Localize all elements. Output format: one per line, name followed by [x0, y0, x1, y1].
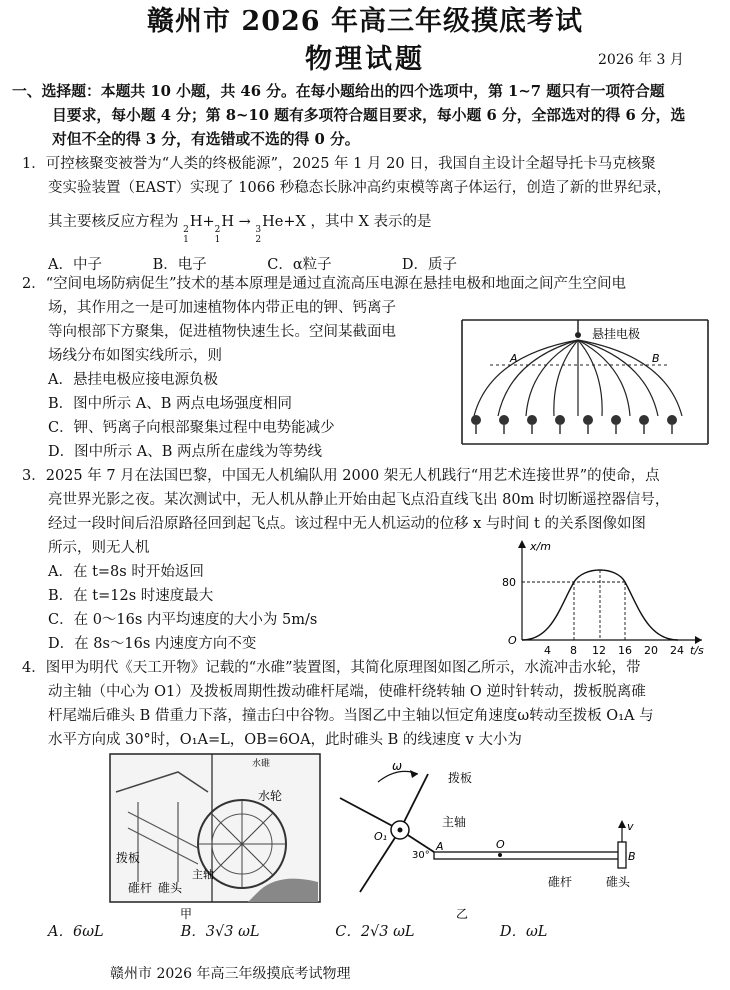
svg-text:16: 16 [618, 644, 632, 656]
q1-line-3 [22, 210, 712, 245]
q2-line-1: 2．“空间电场防病促生”技术的基本原理是通过直流高压电源在悬挂电极和地面之间产生空间电 [22, 276, 627, 292]
figure-jia [108, 752, 322, 928]
xt-graph-figure [492, 536, 710, 664]
section-line-3: 对但不全的得 3 分，有选错或不选的得 0 分。 [52, 131, 360, 148]
q4-option-d: D．ωL [499, 924, 548, 940]
question-4 [22, 656, 712, 752]
rod-label-yi: 碓杆 [548, 875, 573, 889]
exam-date: 2026 年 3 月 [598, 52, 684, 68]
y-tick-80: 80 [502, 576, 516, 589]
q4-option-c: C．2√3 ωL [335, 924, 415, 940]
mechanism-diagram [330, 756, 650, 920]
page-footer: 赣州市 2026 年高三年级摸底考试物理 [110, 966, 351, 982]
x-axis-label: t/s [690, 644, 704, 656]
q4-options [22, 920, 712, 944]
svg-text:8: 8 [570, 644, 577, 656]
q3-option-b: B．在 t=12s 时速度最大 [48, 588, 214, 604]
q1-stem-pre: 其主要核反应方程为 [48, 214, 179, 230]
water-wheel-label: 水轮 [258, 789, 283, 803]
svg-text:20: 20 [644, 644, 658, 656]
q2-option-b: B．图中所示 A、B 两点电场强度相同 [48, 396, 292, 412]
section-instructions [12, 80, 718, 152]
field-line-diagram [460, 316, 710, 448]
main-axis-label-yi: 主轴 [442, 815, 467, 829]
q1-line-2: 变实验装置（EAST）实现了 1066 秒稳态长脉冲高约束模等离子体运行，创造了新的世界纪录， [48, 180, 672, 196]
electrode-label: 悬挂电极 [592, 327, 641, 341]
q2-option-d: D．图中所示 A、B 两点所在虚线为等势线 [48, 444, 322, 460]
book-label: 水碓 [252, 759, 271, 769]
q3-option-c: C．在 0～16s 内平均速度的大小为 5m/s [48, 612, 318, 628]
xt-graph [492, 536, 710, 656]
main-axis-label: 主轴 [192, 868, 214, 881]
plant-icons [471, 415, 677, 425]
x-tick-labels [544, 644, 684, 656]
pestle-head [618, 842, 626, 868]
origin-label: O [508, 634, 517, 647]
q1-line-1: 1．可控核聚变被誉为“人类的终极能源”，2025 年 1 月 20 日，我国自主设计全超导托卡马克核聚 [22, 156, 656, 172]
electrode-icon [575, 332, 581, 338]
q2-line-3: 等向根部下方聚集，促进植物快速生长。空间某截面电 [48, 324, 396, 340]
pivot-o-label: O [496, 838, 505, 851]
y-axis-label: x/m [530, 540, 551, 553]
q1-option-c: C．α粒子 [267, 257, 332, 273]
q1-option-a: A．中子 [48, 257, 102, 273]
paddle-label: 拨板 [116, 851, 141, 865]
section-line-2: 目要求，每小题 4 分；第 8~10 题有多项符合题目要求，每小题 6 分，全部选对的得 6 分，选 [52, 107, 686, 124]
point-a-label: A [510, 352, 518, 365]
point-a-label-yi: A [436, 840, 444, 853]
q2-option-a: A．悬挂电极应接电源负极 [48, 372, 218, 388]
fusion-equation: 2 1 H+ 2 1 H → 3 2 He+X [183, 214, 306, 245]
o1-label: O₁ [374, 830, 388, 843]
rod-beam [434, 852, 624, 859]
velocity-label: v [627, 820, 634, 833]
q3-line-3: 经过一段时间后沿原路径回到起飞点。该过程中无人机运动的位移 x 与时间 t 的关系图像如图 [48, 516, 646, 532]
paddle-label-yi: 拨板 [448, 771, 473, 785]
q3-line-4: 所示，则无人机 [48, 540, 150, 556]
question-1 [22, 152, 712, 277]
svg-text:12: 12 [592, 644, 606, 656]
q3-line-1: 3．2025 年 7 月在法国巴黎，中国无人机编队用 2000 架无人机践行“用艺术连接世界”的使命，点 [22, 468, 660, 484]
q3-option-d: D．在 8s～16s 内速度方向不变 [48, 636, 257, 652]
q1-option-b: B．电子 [152, 257, 207, 273]
he-nuclide-numbers: 3 2 [255, 225, 262, 245]
q4-line-3: 杆尾端后碓头 B 借重力下落，撞击臼中谷物。当图乙中主轴以恒定角速度ω转动至拨板 O₁A 与 [48, 708, 654, 724]
h-nuclide-numbers: 2 1 [183, 225, 189, 245]
q1-stem-post: ，其中 X 表示的是 [310, 214, 432, 230]
q2-option-c: C．钾、钙离子向根部聚集过程中电势能减少 [48, 420, 335, 436]
head-label: 碓头 [158, 881, 183, 895]
rod-label: 碓杆 [128, 881, 153, 895]
exam-title: 赣州市 2026 年高三年级摸底考试 [147, 6, 583, 37]
q2-line-2: 场，其作用之一是可加速植物体内带正电的钾、钙离子 [48, 300, 396, 316]
q2-line-4: 场线分布如图实线所示，则 [48, 348, 222, 364]
q4-line-4: 水平方向成 30°时，O₁A=L，OB=6OA，此时碓头 B 的线速度 v 大小为 [48, 732, 522, 748]
subject-title: 物理试题 [305, 44, 425, 75]
point-b-label: B [652, 352, 660, 365]
figure-yi-caption: 乙 [456, 907, 469, 920]
water-mill-illustration [108, 752, 322, 920]
svg-text:24: 24 [670, 644, 684, 656]
q4-option-b: B．3√3 ωL [180, 924, 260, 940]
q4-option-a: A．6ωL [48, 924, 104, 940]
q1-option-d: D．质子 [401, 257, 457, 273]
q3-option-a: A．在 t=8s 时开始返回 [48, 564, 204, 580]
q3-line-2: 亮世界光影之夜。某次测试中，无人机从静止开始由起飞点沿直线飞出 80m 时切断遥控器信号， [48, 492, 670, 508]
svg-text:4: 4 [544, 644, 551, 656]
omega-label: ω [392, 759, 403, 773]
q4-line-1: 4．图甲为明代《天工开物》记载的“水碓”装置图，其简化原理图如图乙所示，水流冲击水轮，带 [22, 660, 641, 676]
field-line-figure [460, 316, 710, 456]
point-b-label-yi: B [628, 850, 636, 863]
angle-label: 30° [412, 850, 430, 861]
q4-line-2: 动主轴（中心为 O1）及拨板周期性拨动碓杆尾端，使碓杆绕转轴 O 逆时针转动，拨板脱离碓 [48, 684, 646, 700]
head-label-yi: 碓头 [606, 875, 631, 889]
figure-yi [330, 756, 650, 928]
figure-jia-caption: 甲 [180, 907, 193, 920]
section-line-1: 一、选择题：本题共 10 小题，共 46 分。在每小题给出的四个选项中，第 1~7 题只有一项符合题 [12, 83, 665, 100]
